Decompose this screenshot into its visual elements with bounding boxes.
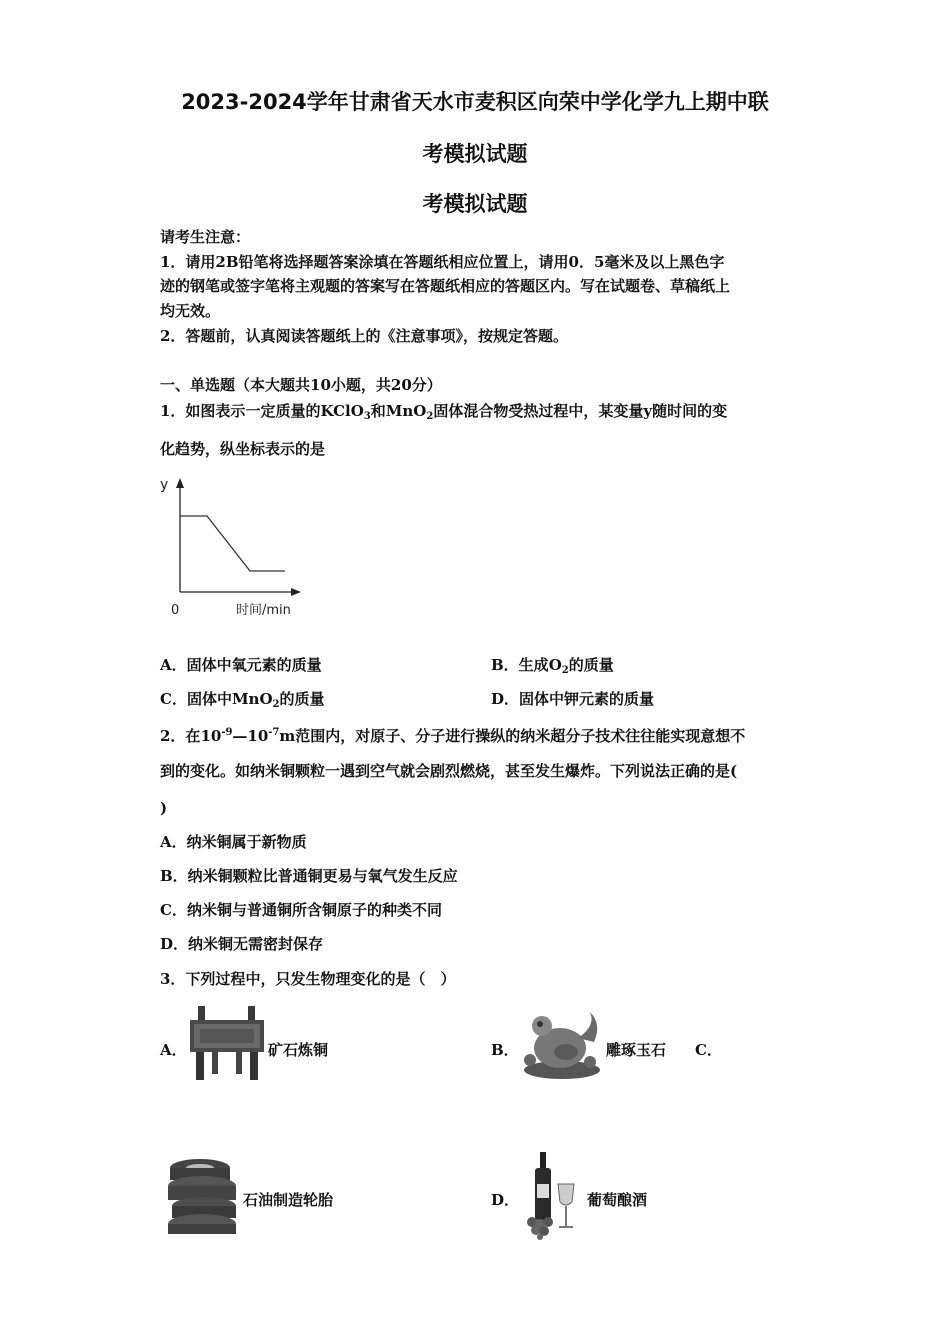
q1-stem-line-1	[160, 400, 727, 428]
formula-kclo3: KClO	[320, 402, 364, 420]
y-axis-arrow-icon	[176, 478, 184, 488]
q3-option-d-text: 葡萄酿酒	[587, 1191, 648, 1209]
unit: m	[279, 727, 296, 745]
q3-option-b-letter: B．	[491, 1041, 519, 1059]
q1-text: 1．如图表示一定质量的	[160, 402, 321, 420]
q2-text: 范围内，对原子、分子进行操纵的纳米超分子技术往往能实现意想不	[295, 727, 746, 745]
q2-stem-line-3: )	[160, 799, 168, 817]
page-title-line2: 考模拟试题	[422, 142, 528, 166]
page-title: 2023-2024学年甘肃省天水市麦积区向荣中学化学九上期中联	[181, 90, 769, 114]
notice-item-1-line-2: 迹的钢笔或签字笔将主观题的答案写在答题纸相应的答题区内。写在试题卷、草稿纸上	[160, 277, 731, 295]
q2-option-d: D．纳米铜无需密封保存	[160, 935, 324, 953]
graph-curve	[180, 516, 285, 571]
superscript: -9	[221, 727, 233, 738]
option-text: 的质量	[568, 656, 614, 674]
graph-x-label: 时间/min	[236, 603, 291, 618]
q2-option-b: B．纳米铜颗粒比普通铜更易与氧气发生反应	[160, 867, 458, 885]
page-subtitle: 考模拟试题	[422, 192, 528, 216]
formula-o2: O	[548, 656, 562, 674]
q1-option-d: D．固体中钾元素的质量	[491, 690, 655, 708]
notice-item-2: 2．答题前，认真阅读答题纸上的《注意事项》，按规定答题。	[160, 327, 568, 345]
tire-stack-image	[160, 1154, 244, 1238]
q3-option-c-text: 石油制造轮胎	[243, 1191, 334, 1209]
q3-option-d-letter: D．	[491, 1191, 520, 1209]
q2-option-a: A．纳米铜属于新物质	[160, 833, 307, 851]
number: 10	[200, 727, 222, 745]
formula-subscript: 3	[363, 411, 371, 422]
q1-option-b	[491, 654, 614, 682]
section-heading: 一、单选题（本大题共10小题，共20分）	[160, 376, 442, 394]
q3-option-b-text: 雕琢玉石	[606, 1041, 667, 1059]
notice-item-1-line-1: 1．请用2B铅笔将选择题答案涂填在答题纸相应位置上，请用0．5毫米及以上黑色字	[160, 253, 725, 271]
number: 10	[247, 727, 269, 745]
q3-option-c-letter: C．	[695, 1041, 722, 1059]
q3-stem: 3．下列过程中，只发生物理变化的是（ ）	[160, 970, 456, 988]
option-text: C．固体中	[160, 690, 232, 708]
q1-option-c	[160, 688, 325, 716]
wine-grapes-image	[520, 1150, 584, 1240]
bronze-ding-image	[186, 1002, 268, 1082]
formula-mno2: MnO	[385, 402, 427, 420]
x-axis-arrow-icon	[291, 588, 301, 596]
option-text: B．生成	[491, 656, 549, 674]
formula-mno2: MnO	[231, 690, 273, 708]
q3-option-a-text: 矿石炼铜	[268, 1041, 329, 1059]
graph-y-label: y	[160, 477, 169, 493]
q1-text: 和	[370, 402, 386, 420]
q1-text: 固体混合物受热过程中，某变量	[433, 402, 644, 420]
q1-option-a: A．固体中氧元素的质量	[160, 656, 322, 674]
q1-stem-line-2: 化趋势，纵坐标表示的是	[160, 440, 326, 458]
dash: —	[232, 727, 248, 745]
notice-heading: 请考生注意：	[160, 228, 251, 246]
q1-graph	[155, 472, 315, 622]
formula-subscript: 2	[426, 411, 434, 422]
q2-stem-line-2: 到的变化。如纳米铜颗粒一遇到空气就会剧烈燃烧，甚至发生爆炸。下列说法正确的是(	[160, 762, 738, 780]
superscript: -7	[268, 727, 280, 738]
q3-option-a-letter: A．	[160, 1041, 187, 1059]
notice-item-1-line-3: 均无效。	[160, 302, 221, 320]
formula-subscript: 2	[272, 699, 280, 710]
q2-option-c: C．纳米铜与普通铜所含铜原子的种类不同	[160, 901, 442, 919]
q2-stem-line-1	[160, 722, 745, 747]
option-text: 的质量	[279, 690, 325, 708]
formula-subscript: 2	[561, 665, 569, 676]
variable-y: y	[643, 402, 653, 420]
q2-text: 2．在	[160, 727, 201, 745]
jade-carving-image	[520, 1008, 604, 1080]
graph-origin-label: 0	[171, 603, 180, 618]
q1-text: 随时间的变	[652, 402, 728, 420]
